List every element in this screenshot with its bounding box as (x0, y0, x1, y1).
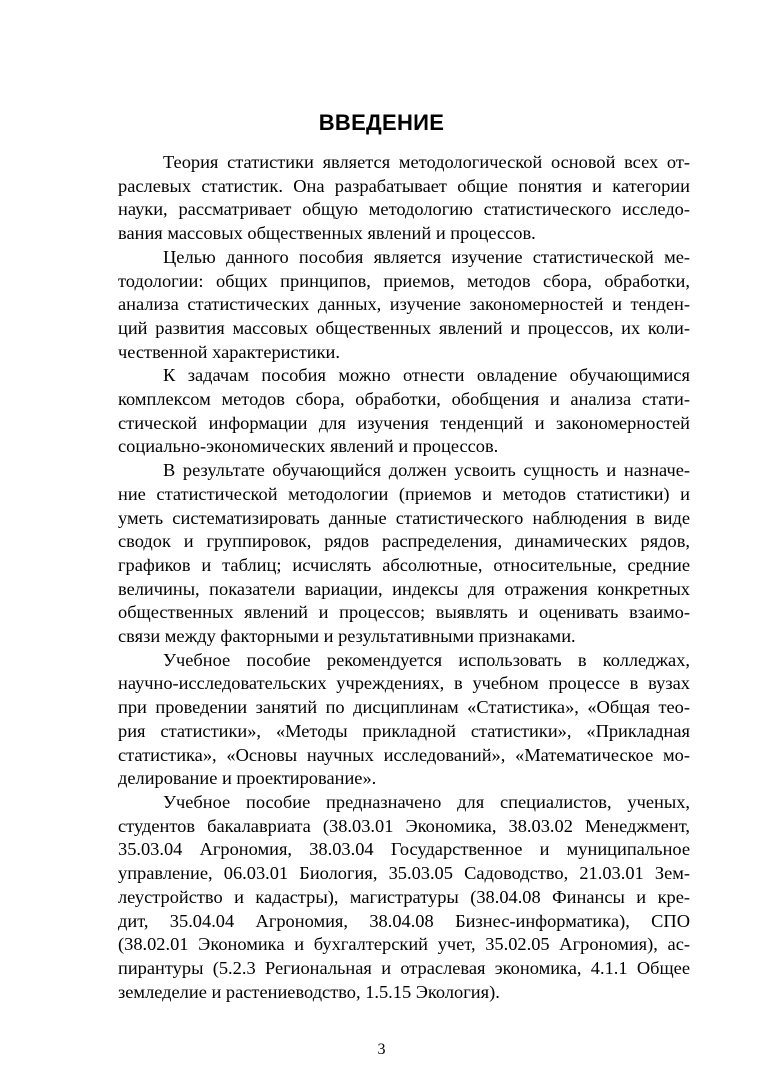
text-line: (38.02.01 Экономика и бухгалтерский учет, 35.02.05 Агрономия), ас- (118, 934, 690, 955)
text-line: Теория статистики является методологической основой всех от- (163, 152, 690, 172)
text-line: стической информации для изучения тенденций и закономерностей (118, 412, 690, 433)
text-line: связи между факторными и результативными признаками. (118, 626, 576, 647)
page-number: 3 (377, 1041, 386, 1058)
text-line: пирантуры (5.2.3 Региональная и отраслевая экономика, 4.1.1 Общее (118, 957, 690, 978)
text-line: Целью данного пособия является изучение статистической ме- (163, 246, 690, 267)
text-line: сводок и группировок, рядов распределения, динамических рядов, (118, 531, 690, 552)
text-line: тодологии: общих принципов, приемов, методов сбора, обработки, (118, 270, 690, 291)
text-line: уметь систематизировать данные статистического наблюдения в виде (118, 507, 690, 528)
text-line: вания массовых общественных явлений и процессов. (118, 223, 536, 244)
paragraph (73, 459, 690, 649)
text-line: земледелие и растениеводство, 1.5.15 Экология). (118, 981, 500, 1002)
text-line: графиков и таблиц; исчислять абсолютные, относительные, средние (118, 554, 690, 575)
paragraph (73, 649, 690, 791)
text-line: Учебное пособие предназначено для специалистов, ученых, (163, 791, 690, 812)
text-line: студентов бакалавриата (38.03.01 Экономика, 38.03.02 Менеджмент, (118, 815, 690, 836)
text-line: управление, 06.03.01 Биология, 35.03.05 Садоводство, 21.03.01 Зем- (118, 863, 690, 884)
body-text (73, 151, 690, 1004)
text-line: анализа статистических данных, изучение закономерностей и тенден- (118, 294, 690, 315)
page-heading: ВВЕДЕНИЕ (318, 110, 445, 135)
text-line: общественных явлений и процессов; выявлять и оценивать взаимо- (118, 602, 690, 623)
text-line: при проведении занятий по дисциплинам «Статистика», «Общая тео- (118, 697, 690, 718)
text-line: ций развития массовых общественных явлений и процессов, их коли- (118, 317, 690, 338)
text-line: науки, рассматривает общую методологию статистического исследо- (118, 199, 690, 220)
text-line: Учебное пособие рекомендуется использовать в колледжах, (163, 649, 690, 670)
paragraph (73, 364, 690, 459)
text-line: рия статистики», «Методы прикладной статистики», «Прикладная (118, 720, 690, 741)
text-line: комплексом методов сбора, обработки, обобщения и анализа стати- (118, 389, 690, 410)
text-line: научно-исследовательских учреждениях, в учебном процессе в вузах (118, 673, 690, 694)
text-line: дит, 35.04.04 Агрономия, 38.04.08 Бизнес-информатика), СПО (118, 910, 690, 931)
text-line: раслевых статистик. Она разрабатывает общие понятия и категории (118, 175, 690, 196)
text-line: леустройство и кадастры), магистратуры (38.04.08 Финансы и кре- (118, 886, 690, 907)
text-line: делирование и проектирование». (118, 768, 377, 789)
paragraph (73, 151, 690, 246)
paragraph (73, 791, 690, 1004)
text-line: социально-экономических явлений и процессов. (118, 436, 499, 457)
text-line: В результате обучающийся должен усвоить сущность и назначе- (163, 460, 690, 481)
text-line: величины, показатели вариации, индексы для отражения конкретных (118, 578, 690, 599)
paragraph (73, 246, 690, 365)
text-line: статистика», «Основы научных исследований», «Математическое мо- (118, 744, 690, 765)
text-line: 35.03.04 Агрономия, 38.03.04 Государственное и муниципальное (118, 839, 690, 860)
text-line: К задачам пособия можно отнести овладение обучающимися (163, 365, 690, 386)
text-line: ние статистической методологии (приемов и методов статистики) и (118, 483, 690, 504)
text-line: чественной характеристики. (118, 341, 340, 362)
